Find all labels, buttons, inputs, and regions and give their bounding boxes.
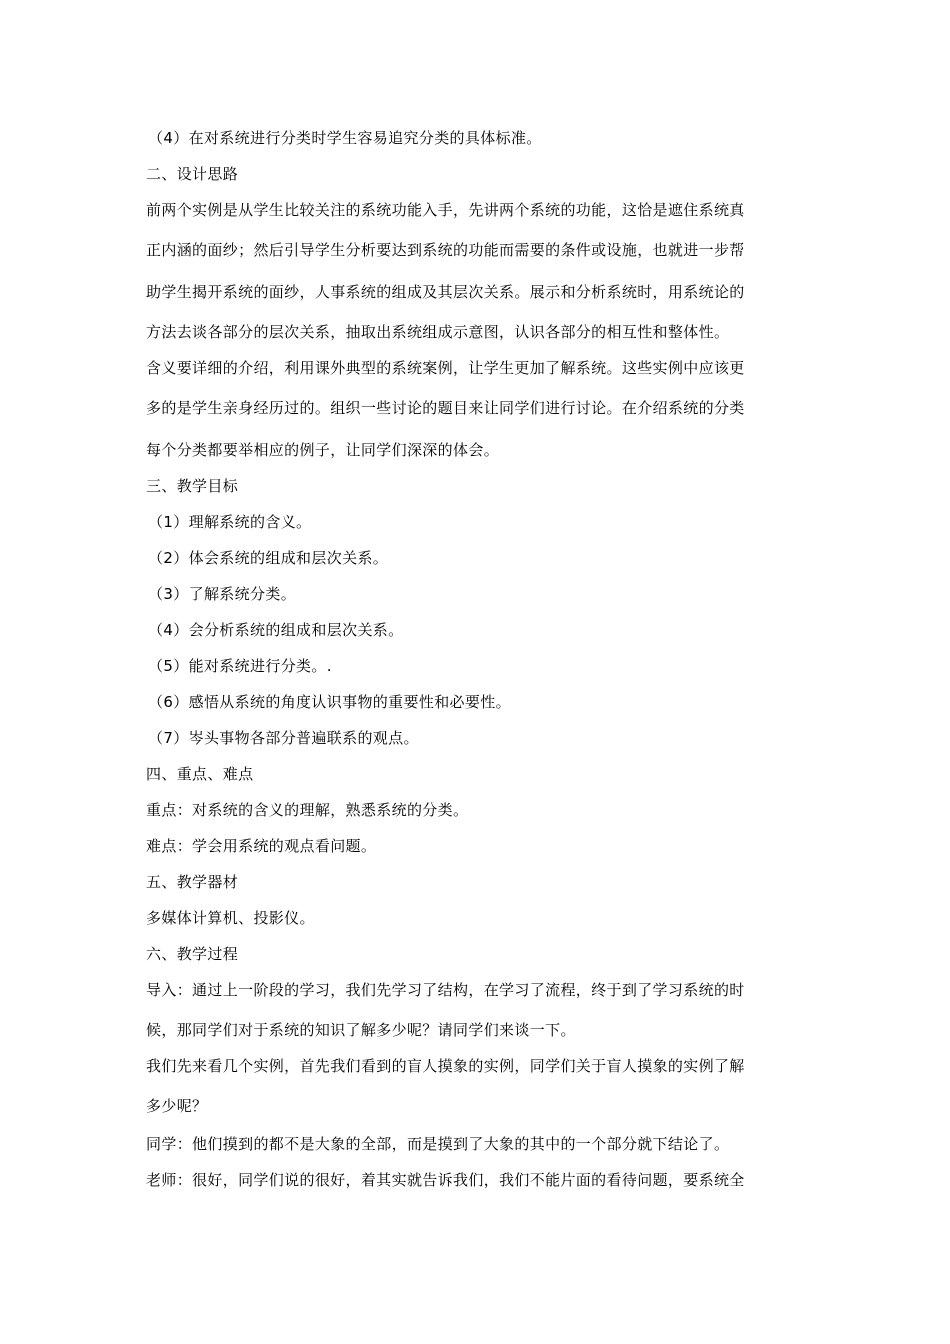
text-line: 我们先来看几个实例，首先我们看到的盲人摸象的实例，同学们关于盲人摸象的实例了解 — [146, 1057, 745, 1075]
section-heading: 五、教学器材 — [146, 873, 239, 891]
text-line: 含义要详细的介绍，利用课外典型的系统案例，让学生更加了解系统。这些实例中应该更 — [146, 359, 745, 377]
list-item: （5）能对系统进行分类。. — [148, 657, 332, 675]
list-item: （1）理解系统的含义。 — [148, 513, 312, 531]
list-item: （4）会分析系统的组成和层次关系。 — [148, 621, 404, 639]
text-line: 多的是学生亲身经历过的。组织一些讨论的题目来让同学们进行讨论。在介绍系统的分类 — [146, 399, 745, 417]
text-line: 候，那同学们对于系统的知识了解多少呢？请同学们来谈一下。 — [146, 1021, 576, 1039]
text-line: 正内涵的面纱；然后引导学生分析要达到系统的功能而需要的条件或设施，也就进一步帮 — [146, 241, 745, 259]
section-heading: 四、重点、难点 — [146, 765, 254, 783]
text-line: 导入：通过上一阶段的学习，我们先学习了结构，在学习了流程，终于到了学习系统的时 — [146, 981, 745, 999]
text-line: 多媒体计算机、投影仪。 — [146, 909, 315, 927]
text-line: 同学：他们摸到的都不是大象的全部，而是摸到了大象的其中的一个部分就下结论了。 — [146, 1135, 730, 1153]
text-line: 助学生揭开系统的面纱，人事系统的组成及其层次关系。展示和分析系统时，用系统论的 — [146, 283, 745, 301]
text-line: 多少呢？ — [146, 1097, 208, 1115]
text-line: 难点：学会用系统的观点看问题。 — [146, 837, 377, 855]
text-line: 方法去谈各部分的层次关系，抽取出系统组成示意图，认识各部分的相互性和整体性。 — [146, 323, 730, 341]
list-item: （7）岑头事物各部分普遍联系的观点。 — [148, 729, 419, 747]
text-line: 每个分类都要举相应的例子，让同学们深深的体会。 — [146, 441, 500, 459]
text-line: （4）在对系统进行分类时学生容易追究分类的具体标准。 — [148, 129, 542, 147]
text-line: 老师：很好，同学们说的很好，着其实就告诉我们，我们不能片面的看待问题，要系统全 — [146, 1171, 745, 1189]
text-line: 前两个实例是从学生比较关注的系统功能入手，先讲两个系统的功能，这恰是遮住系统真 — [146, 201, 745, 219]
section-heading: 三、教学目标 — [146, 477, 239, 495]
list-item: （3）了解系统分类。 — [148, 585, 297, 603]
section-heading: 二、设计思路 — [146, 165, 239, 183]
text-line: 重点：对系统的含义的理解，熟悉系统的分类。 — [146, 801, 469, 819]
list-item: （2）体会系统的组成和层次关系。 — [148, 549, 389, 567]
section-heading: 六、教学过程 — [146, 945, 239, 963]
list-item: （6）感悟从系统的角度认识事物的重要性和必要性。 — [148, 693, 511, 711]
